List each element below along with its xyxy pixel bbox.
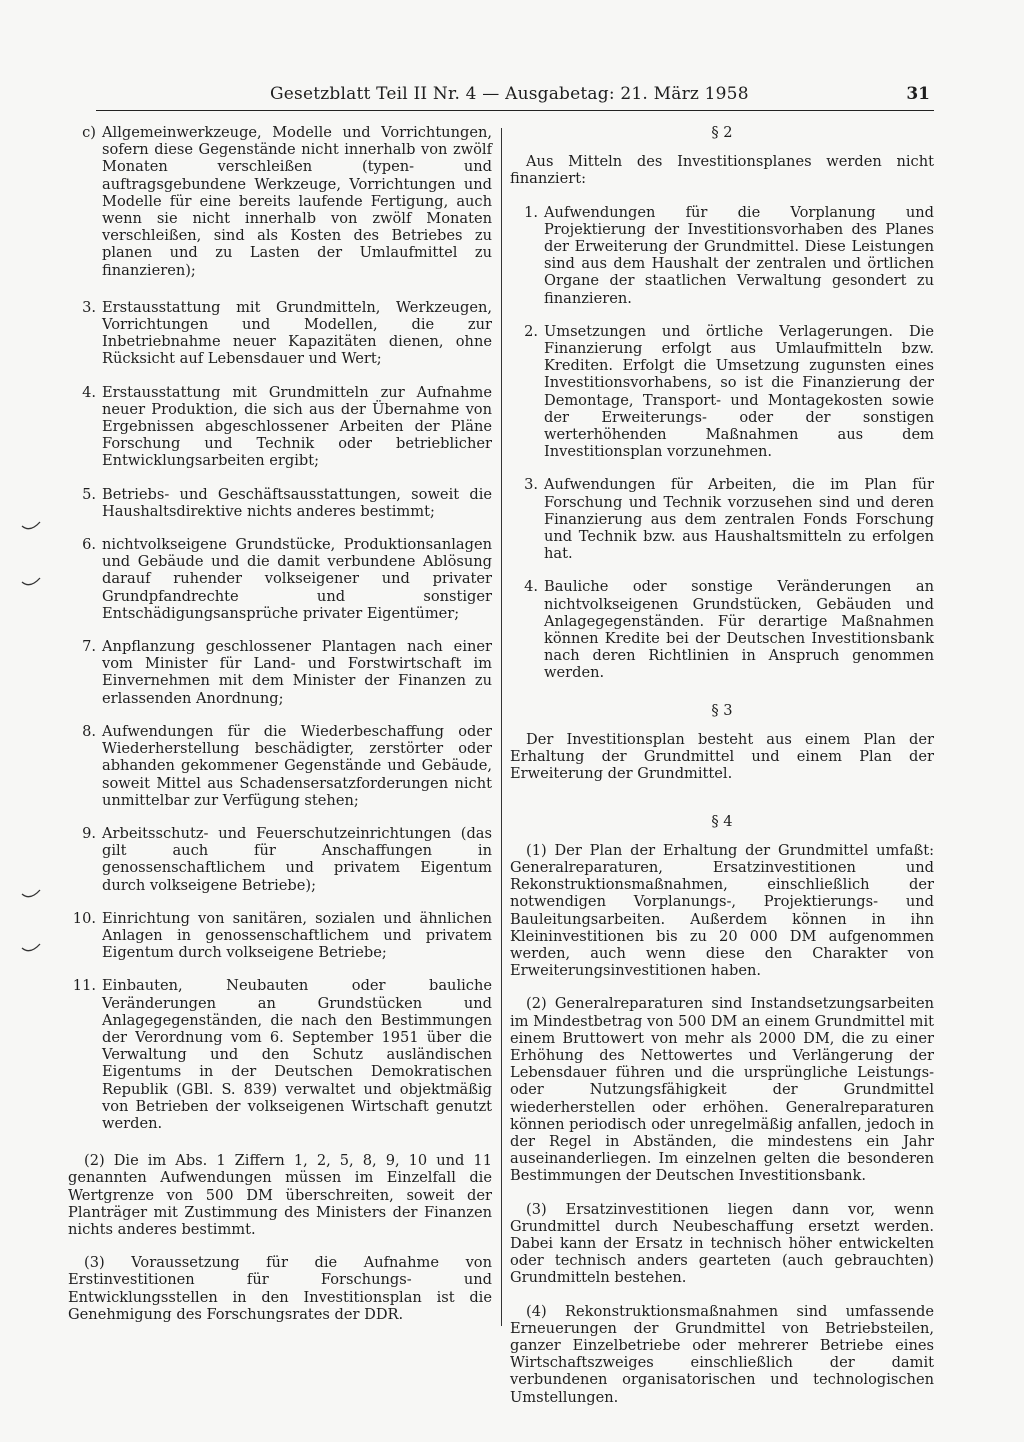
list-item-text: Einrichtung von sanitären, sozialen und ähnlichen Anlagen in genossenschaftlichem und privatem Eigentum durch volkseigene Betriebe; [102, 909, 492, 962]
list-item-number: c) [82, 124, 96, 141]
list-item-number: 6. [82, 536, 96, 554]
list-item-number: 8. [82, 722, 96, 740]
list-item-number: 3. [524, 476, 538, 494]
list-item-number: 2. [524, 322, 538, 340]
list-item-number: 10. [72, 909, 96, 927]
list-item-number: 4. [524, 578, 538, 596]
list-item-number: 9. [82, 824, 96, 842]
section-heading-4: § 4 [711, 812, 733, 830]
margin-check-mark [20, 888, 42, 902]
left-column [68, 124, 492, 1339]
page-header-title: Gesetzblatt Teil II Nr. 4 — Ausgabetag: 21. März 1958 [270, 84, 749, 104]
list-item-10 [68, 910, 492, 962]
margin-check-mark [20, 576, 42, 590]
section-4-para-2: (2) Generalreparaturen sind Instandsetzungsarbeiten im Mindestbetrag von 500 DM an einem Grundmittel mit einem Bruttowert von mehr als 2000 DM, die zu einer Erhöhung des Nettowertes und Verlängerung der Lebensdauer führen und die ursprüngliche Leistungs- oder Nutzungsfähigkeit der Grundmittel wiederherstellen oder erhöhen. Generalreparaturen können periodisch oder unregelmäßig anfallen, jedoch in der Regel in Abständen, die mindestens ein Jahr auseinanderliegen. Im einzelnen gelten die besonderen Bestimmungen der Deutschen Investitionsbank. [510, 995, 935, 1185]
margin-check-mark [20, 520, 42, 534]
list-item-text: Aufwendungen für die Wiederbeschaffung oder Wiederherstellung beschädigter, zerstörter oder abhanden gekommener Gegenstände und Gebäude, soweit Mittel aus Schadensersatzforderungen nicht unmittelbar zur Verfügung stehen; [102, 722, 492, 809]
section-2-intro: Aus Mitteln des Investitionsplanes werden nicht finanziert: [510, 153, 934, 188]
list-item-text: Umsetzungen und örtliche Verlagerungen. Die Finanzierung erfolgt aus Umlaufmitteln bzw. Krediten. Erfolgt die Umsetzung zugunsten eines Investitionsvorhabens, so ist die Finanzierung der Demontage, Transport- und Montagekosten sowie der Erweiterungs- oder der sonstigen werterhöhenden Maßnahmen aus dem Investitionsplan vorzunehmen. [544, 322, 934, 461]
paragraph-3: (3) Voraussetzung für die Aufnahme von Erstinvestitionen für Forschungs- und Entwicklungsstellen in den Investitionsplan ist die Genehmigung des Forschungsrates der DDR. [68, 1254, 492, 1323]
list-item-text: Anpflanzung geschlossener Plantagen nach einer vom Minister für Land- und Forstwirtschaft im Einvernehmen mit dem Minister der Finanzen zu erlassenden Anordnung; [102, 638, 492, 707]
list-item-text: Arbeitsschutz- und Feuerschutzeinrichtungen (das gilt auch für Anschaffungen in genossenschaftlichem und privatem Eigentum durch volkseigene Betriebe); [102, 824, 492, 894]
list-item-5 [68, 486, 492, 520]
list-item-c [68, 124, 492, 279]
list-item-text: Allgemeinwerkzeuge, Modelle und Vorrichtungen, sofern diese Gegenstände nicht innerhalb von zwölf Monaten verschleißen (typen- und auftragsgebundene Werkzeuge, Vorrichtungen und Modelle für eine bereits laufende Fertigung, auch wenn sie nicht innerhalb von zwölf Monaten verschleißen, sind als Kosten des Betriebes zu planen und zu Lasten der Umlaufmittel zu finanzieren); [102, 124, 492, 279]
list-item-3 [68, 299, 492, 368]
list-item-number: 7. [82, 638, 96, 656]
section-heading-2: § 2 [711, 124, 733, 141]
page-header [96, 84, 934, 111]
right-column [510, 124, 934, 1422]
section-2-item-2 [510, 323, 934, 461]
list-item-text: Aufwendungen für die Vorplanung und Projektierung der Investitionsvorhaben des Planes der Erweiterung der Grundmittel. Diese Leistungen sind aus dem Haushalt der zentralen und örtlichen Organe der staatlichen Verwaltung gesondert zu finanzieren. [544, 203, 934, 307]
list-item-number: 1. [524, 203, 538, 221]
list-item-text: Bauliche oder sonstige Veränderungen an nichtvolkseigenen Grundstücken, Gebäuden und Anlagegegenständen. Für derartige Maßnahmen können Kredite bei der Deutschen Investitionsbank nach deren Richtlinien in Anspruch genommen werden. [544, 578, 934, 682]
list-item-6 [68, 536, 492, 622]
section-3-text: Der Investitionsplan besteht aus einem Plan der Erhaltung der Grundmittel und einem Plan der Erweiterung der Grundmittel. [510, 730, 934, 783]
list-item-number: 11. [72, 977, 96, 995]
list-item-text: Einbauten, Neubauten oder bauliche Veränderungen an Grundstücken und Anlagegegenständen, die nach den Bestimmungen der Verordnung vom 6. September 1951 über die Verwaltung und den Schutz ausländischen Eigentums in der Deutschen Demokratischen Republik (GBl. S. 839) verwaltet und objektmäßig von Betrieben der volkseigenen Wirtschaft genutzt werden. [102, 977, 492, 1132]
list-item-text: Betriebs- und Geschäftsausstattungen, soweit die Haushaltsdirektive nichts anderes bestimmt; [102, 485, 492, 520]
section-4-para-1: (1) Der Plan der Erhaltung der Grundmittel umfaßt: Generalreparaturen, Ersatzinvestitionen und Rekonstruktionsmaßnahmen, einschließlich der notwendigen Vorplanungs-, Projektierungs- und Bauleitungsarbeiten. Außerdem können in ihn Kleininvestitionen bis zu 20 000 DM aufgenommen werden, auch wenn diese den Charakter von Erweiterungsinvestitionen haben. [510, 841, 934, 980]
list-item-number: 3. [82, 298, 96, 316]
list-item-text: nichtvolkseigene Grundstücke, Produktionsanlagen und Gebäude und die damit verbundene Ablösung darauf ruhender volkseigener und privater Grundpfandrechte und sonstiger Entschädigungsansprüche privater Eigentümer; [102, 536, 492, 622]
list-item-9 [68, 825, 492, 894]
section-2-item-4 [510, 578, 934, 681]
margin-check-mark [20, 942, 42, 956]
column-divider [501, 128, 502, 1326]
list-item-text: Aufwendungen für Arbeiten, die im Plan für Forschung und Technik vorzusehen sind und deren Finanzierung aus dem zentralen Fonds Forschung und Technik bzw. aus Haushaltsmitteln zu erfolgen hat. [544, 476, 934, 563]
list-item-number: 4. [82, 383, 96, 401]
section-heading-3: § 3 [711, 701, 733, 719]
list-item-text: Erstausstattung mit Grundmitteln, Werkzeugen, Vorrichtungen und Modellen, die zur Inbetriebnahme neuer Kapazitäten dienen, ohne Rücksicht auf Lebensdauer und Wert; [102, 298, 492, 368]
list-item-text: Erstausstattung mit Grundmitteln zur Aufnahme neuer Produktion, die sich aus der Übernahme von Ergebnissen abgeschlossener Arbeiten der Pläne Forschung und Technik oder betrieblicher Entwicklungsarbeiten ergibt; [102, 383, 492, 470]
section-2-item-1 [510, 204, 934, 307]
list-item-8 [68, 723, 492, 809]
section-2-item-3 [510, 476, 934, 562]
list-item-number: 5. [82, 485, 96, 503]
section-4-para-3: (3) Ersatzinvestitionen liegen dann vor, wenn Grundmittel durch Neubeschaffung ersetzt werden. Dabei kann der Ersatz in technisch höher entwickelten oder technisch anders gearteten (auch gebrauchten) Grundmitteln bestehen. [510, 1200, 934, 1287]
list-item-11 [68, 977, 492, 1132]
section-4-para-4: (4) Rekonstruktionsmaßnahmen sind umfassende Erneuerungen der Grundmittel von Betriebsteilen, ganzer Einzelbetriebe oder mehrerer Betriebe eines Wirtschaftszweiges einschließlich der damit verbundenen organisatorischen und technologischen Umstellungen. [510, 1302, 934, 1406]
page-number: 31 [906, 84, 930, 104]
paragraph-2: (2) Die im Abs. 1 Ziffern 1, 2, 5, 8, 9, 10 und 11 genannten Aufwendungen müssen im Einzelfall die Wertgrenze von 500 DM überschreiten, soweit der Planträger mit Zustimmung des Ministers der Finanzen nichts anderes bestimmt. [68, 1152, 492, 1238]
list-item-7 [68, 638, 492, 707]
list-item-4 [68, 384, 492, 470]
